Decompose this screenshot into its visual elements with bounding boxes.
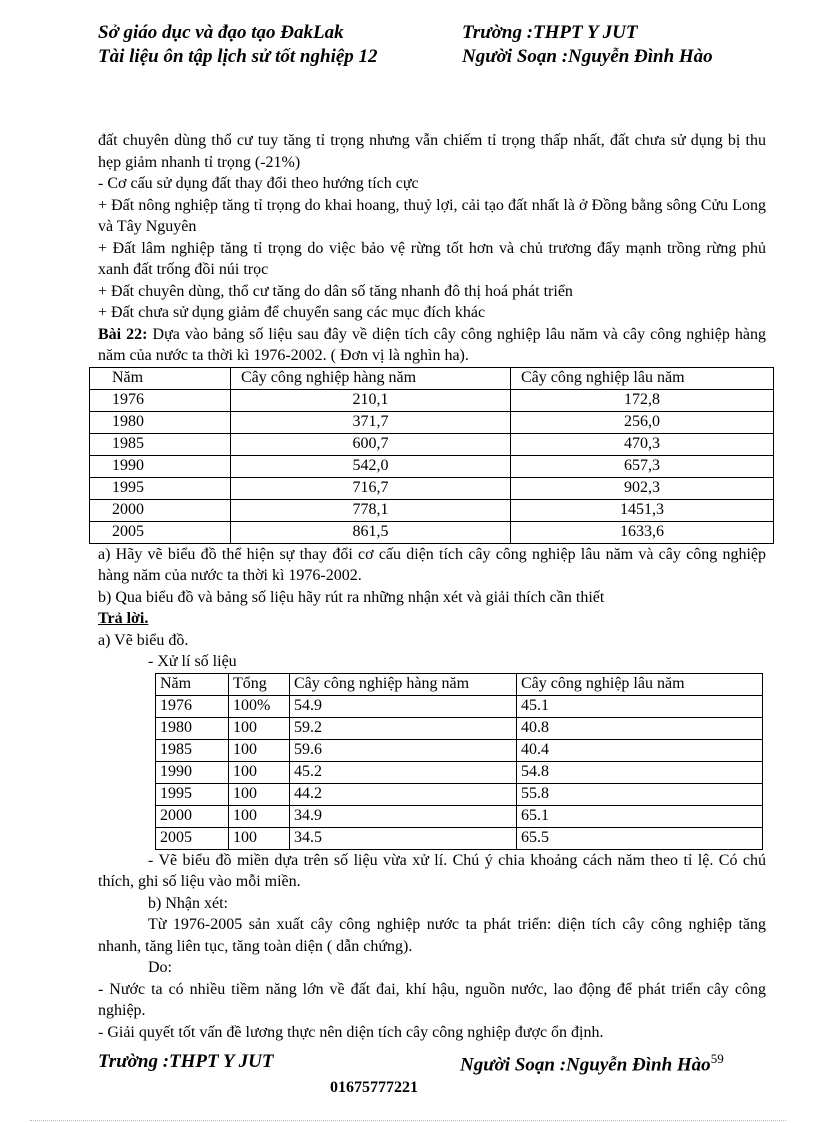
intro-paragraph-1: đất chuyên dùng thổ cư tuy tăng tỉ trọng nhưng vẫn chiếm tỉ trọng thấp nhất, đất chưa sử dụng bị thu hẹp giảm nhanh tỉ trọng (-21%) bbox=[98, 132, 766, 171]
table-row bbox=[156, 783, 763, 805]
table-cell: 65.1 bbox=[517, 805, 763, 827]
footer-author-name: Người Soạn :Nguyễn Đình Hào bbox=[460, 1054, 711, 1076]
table-row bbox=[156, 717, 763, 739]
table-row bbox=[156, 739, 763, 761]
table-cell: 100 bbox=[229, 805, 290, 827]
table-cell: 1985 bbox=[90, 433, 231, 455]
table-row bbox=[90, 521, 774, 543]
table-cell: 100 bbox=[229, 761, 290, 783]
table-header-row bbox=[90, 367, 774, 389]
table-header-cell: Cây công nghiệp hàng năm bbox=[231, 367, 511, 389]
footer-school: Trường :THPT Y JUT bbox=[98, 1051, 274, 1072]
table-cell: 371,7 bbox=[231, 411, 511, 433]
reason-2: - Giải quyết tốt vấn đề lương thực nên diện tích cây công nghiệp được ổn định. bbox=[98, 1023, 604, 1041]
table-cell: 2005 bbox=[90, 521, 231, 543]
table-cell: 1980 bbox=[90, 411, 231, 433]
table-cell: 45.1 bbox=[517, 695, 763, 717]
header-school-name: Trường :THPT Y JUT bbox=[462, 22, 638, 43]
page-bottom-divider bbox=[30, 1120, 786, 1121]
table-cell: 210,1 bbox=[231, 389, 511, 411]
question-b: b) Qua biểu đồ và bảng số liệu hãy rút ra những nhận xét và giải thích cần thiết bbox=[98, 588, 605, 606]
table-cell: 55.8 bbox=[517, 783, 763, 805]
table-cell: 100% bbox=[229, 695, 290, 717]
table-header-cell: Năm bbox=[156, 673, 229, 695]
table-cell: 100 bbox=[229, 717, 290, 739]
chart-instruction: - Vẽ biểu đồ miền dựa trên số liệu vừa xử lí. Chú ý chia khoảng cách năm theo tỉ lệ. Có chú thích, ghi số liệu vào mỗi miền. bbox=[98, 851, 766, 890]
table-cell: 716,7 bbox=[231, 477, 511, 499]
table-row bbox=[90, 433, 774, 455]
table-cell: 34.9 bbox=[290, 805, 517, 827]
page-number: 59 bbox=[710, 1051, 724, 1066]
reason-1: - Nước ta có nhiều tiềm năng lớn về đất đai, khí hậu, nguồn nước, lao động để phát triển cây công nghiệp. bbox=[98, 980, 766, 1019]
answer-a: a) Vẽ biểu đồ. bbox=[98, 631, 189, 649]
table-cell: 2000 bbox=[156, 805, 229, 827]
table-row bbox=[156, 827, 763, 849]
table-cell: 54.9 bbox=[290, 695, 517, 717]
exercise-text: Dựa vào bảng số liệu sau đây về diện tích cây công nghiệp lâu năm và cây công nghiệp hàng năm của nước ta thời kì 1976-2002. ( Đơn vị là nghìn ha). bbox=[98, 325, 766, 364]
table-cell: 2000 bbox=[90, 499, 231, 521]
table-cell: 600,7 bbox=[231, 433, 511, 455]
table-cell: 59.6 bbox=[290, 739, 517, 761]
table-cell: 100 bbox=[229, 739, 290, 761]
table-cell: 902,3 bbox=[511, 477, 774, 499]
table-cell: 542,0 bbox=[231, 455, 511, 477]
table-header-cell: Năm bbox=[90, 367, 231, 389]
exercise-label: Bài 22: bbox=[98, 325, 148, 343]
table-cell: 1995 bbox=[156, 783, 229, 805]
table-header-cell: Cây công nghiệp lâu năm bbox=[511, 367, 774, 389]
table-header-cell: Cây công nghiệp hàng năm bbox=[290, 673, 517, 695]
table-cell: 1451,3 bbox=[511, 499, 774, 521]
table-cell: 44.2 bbox=[290, 783, 517, 805]
table-cell: 256,0 bbox=[511, 411, 774, 433]
table-row bbox=[90, 455, 774, 477]
exercise-22 bbox=[98, 324, 766, 367]
table-header-cell: Cây công nghiệp lâu năm bbox=[517, 673, 763, 695]
table-cell: 2005 bbox=[156, 827, 229, 849]
table-cell: 59.2 bbox=[290, 717, 517, 739]
area-table bbox=[89, 367, 774, 544]
table-row bbox=[156, 695, 763, 717]
comment-heading: b) Nhận xét: bbox=[148, 894, 228, 912]
table-row bbox=[90, 477, 774, 499]
table-cell: 778,1 bbox=[231, 499, 511, 521]
comment-text: Từ 1976-2005 sản xuất cây công nghiệp nước ta phát triển: diện tích cây công nghiệp tăng nhanh, tăng liên tục, tăng toàn diện ( dẫn chứng). bbox=[98, 916, 766, 955]
table-row bbox=[90, 411, 774, 433]
table-cell: 54.8 bbox=[517, 761, 763, 783]
table-row bbox=[156, 761, 763, 783]
table-row bbox=[90, 499, 774, 521]
table-cell: 40.4 bbox=[517, 739, 763, 761]
footer-author bbox=[460, 1051, 724, 1076]
intro-paragraph-2: - Cơ cấu sử dụng đất thay đổi theo hướng tích cực bbox=[98, 175, 419, 192]
table-row bbox=[156, 805, 763, 827]
table-cell: 45.2 bbox=[290, 761, 517, 783]
table-cell: 470,3 bbox=[511, 433, 774, 455]
data-processing-label: - Xử lí số liệu bbox=[148, 653, 237, 670]
intro-paragraph-4: + Đất lâm nghiệp tăng tỉ trọng do việc bảo vệ rừng tốt hơn và chủ trương đẩy mạnh trồng rừng phủ xanh đất trống đồi núi trọc bbox=[98, 239, 766, 278]
table-cell: 1976 bbox=[90, 389, 231, 411]
header-school-dept: Sở giáo dục và đạo tạo ĐakLak bbox=[98, 22, 344, 43]
table-cell: 100 bbox=[229, 783, 290, 805]
answer-title: Trả lời. bbox=[98, 610, 149, 627]
table-cell: 34.5 bbox=[290, 827, 517, 849]
header-author: Người Soạn :Nguyễn Đình Hào bbox=[462, 46, 713, 67]
intro-paragraph-5: + Đất chuyên dùng, thổ cư tăng do dân số tăng nhanh đô thị hoá phát triển bbox=[98, 282, 573, 300]
table-cell: 1985 bbox=[156, 739, 229, 761]
table-cell: 1980 bbox=[156, 717, 229, 739]
table-cell: 1990 bbox=[90, 455, 231, 477]
percentage-table bbox=[155, 673, 763, 850]
table-cell: 40.8 bbox=[517, 717, 763, 739]
footer-phone: 01675777221 bbox=[330, 1079, 418, 1096]
table-cell: 1633,6 bbox=[511, 521, 774, 543]
header-doc-title: Tài liệu ôn tập lịch sử tốt nghiệp 12 bbox=[98, 46, 378, 67]
intro-paragraph-3: + Đất nông nghiệp tăng tỉ trọng do khai hoang, thuỷ lợi, cải tạo đất nhất là ở Đồng bằng sông Cửu Long và Tây Nguyên bbox=[98, 196, 766, 235]
table-cell: 861,5 bbox=[231, 521, 511, 543]
page-content bbox=[98, 130, 766, 1043]
table-cell: 657,3 bbox=[511, 455, 774, 477]
table-row bbox=[90, 389, 774, 411]
table-cell: 1976 bbox=[156, 695, 229, 717]
table-cell: 1995 bbox=[90, 477, 231, 499]
question-a: a) Hãy vẽ biểu đồ thể hiện sự thay đổi cơ cấu diện tích cây công nghiệp lâu năm và cây công nghiệp hàng năm của nước ta thời kì 1976-2002. bbox=[98, 545, 766, 584]
table-cell: 100 bbox=[229, 827, 290, 849]
intro-paragraph-6: + Đất chưa sử dụng giảm để chuyển sang các mục đích khác bbox=[98, 304, 486, 321]
table-header-cell: Tổng bbox=[229, 673, 290, 695]
table-cell: 65.5 bbox=[517, 827, 763, 849]
reason-heading: Do: bbox=[148, 959, 172, 976]
table-cell: 172,8 bbox=[511, 389, 774, 411]
table-header-row bbox=[156, 673, 763, 695]
table-cell: 1990 bbox=[156, 761, 229, 783]
